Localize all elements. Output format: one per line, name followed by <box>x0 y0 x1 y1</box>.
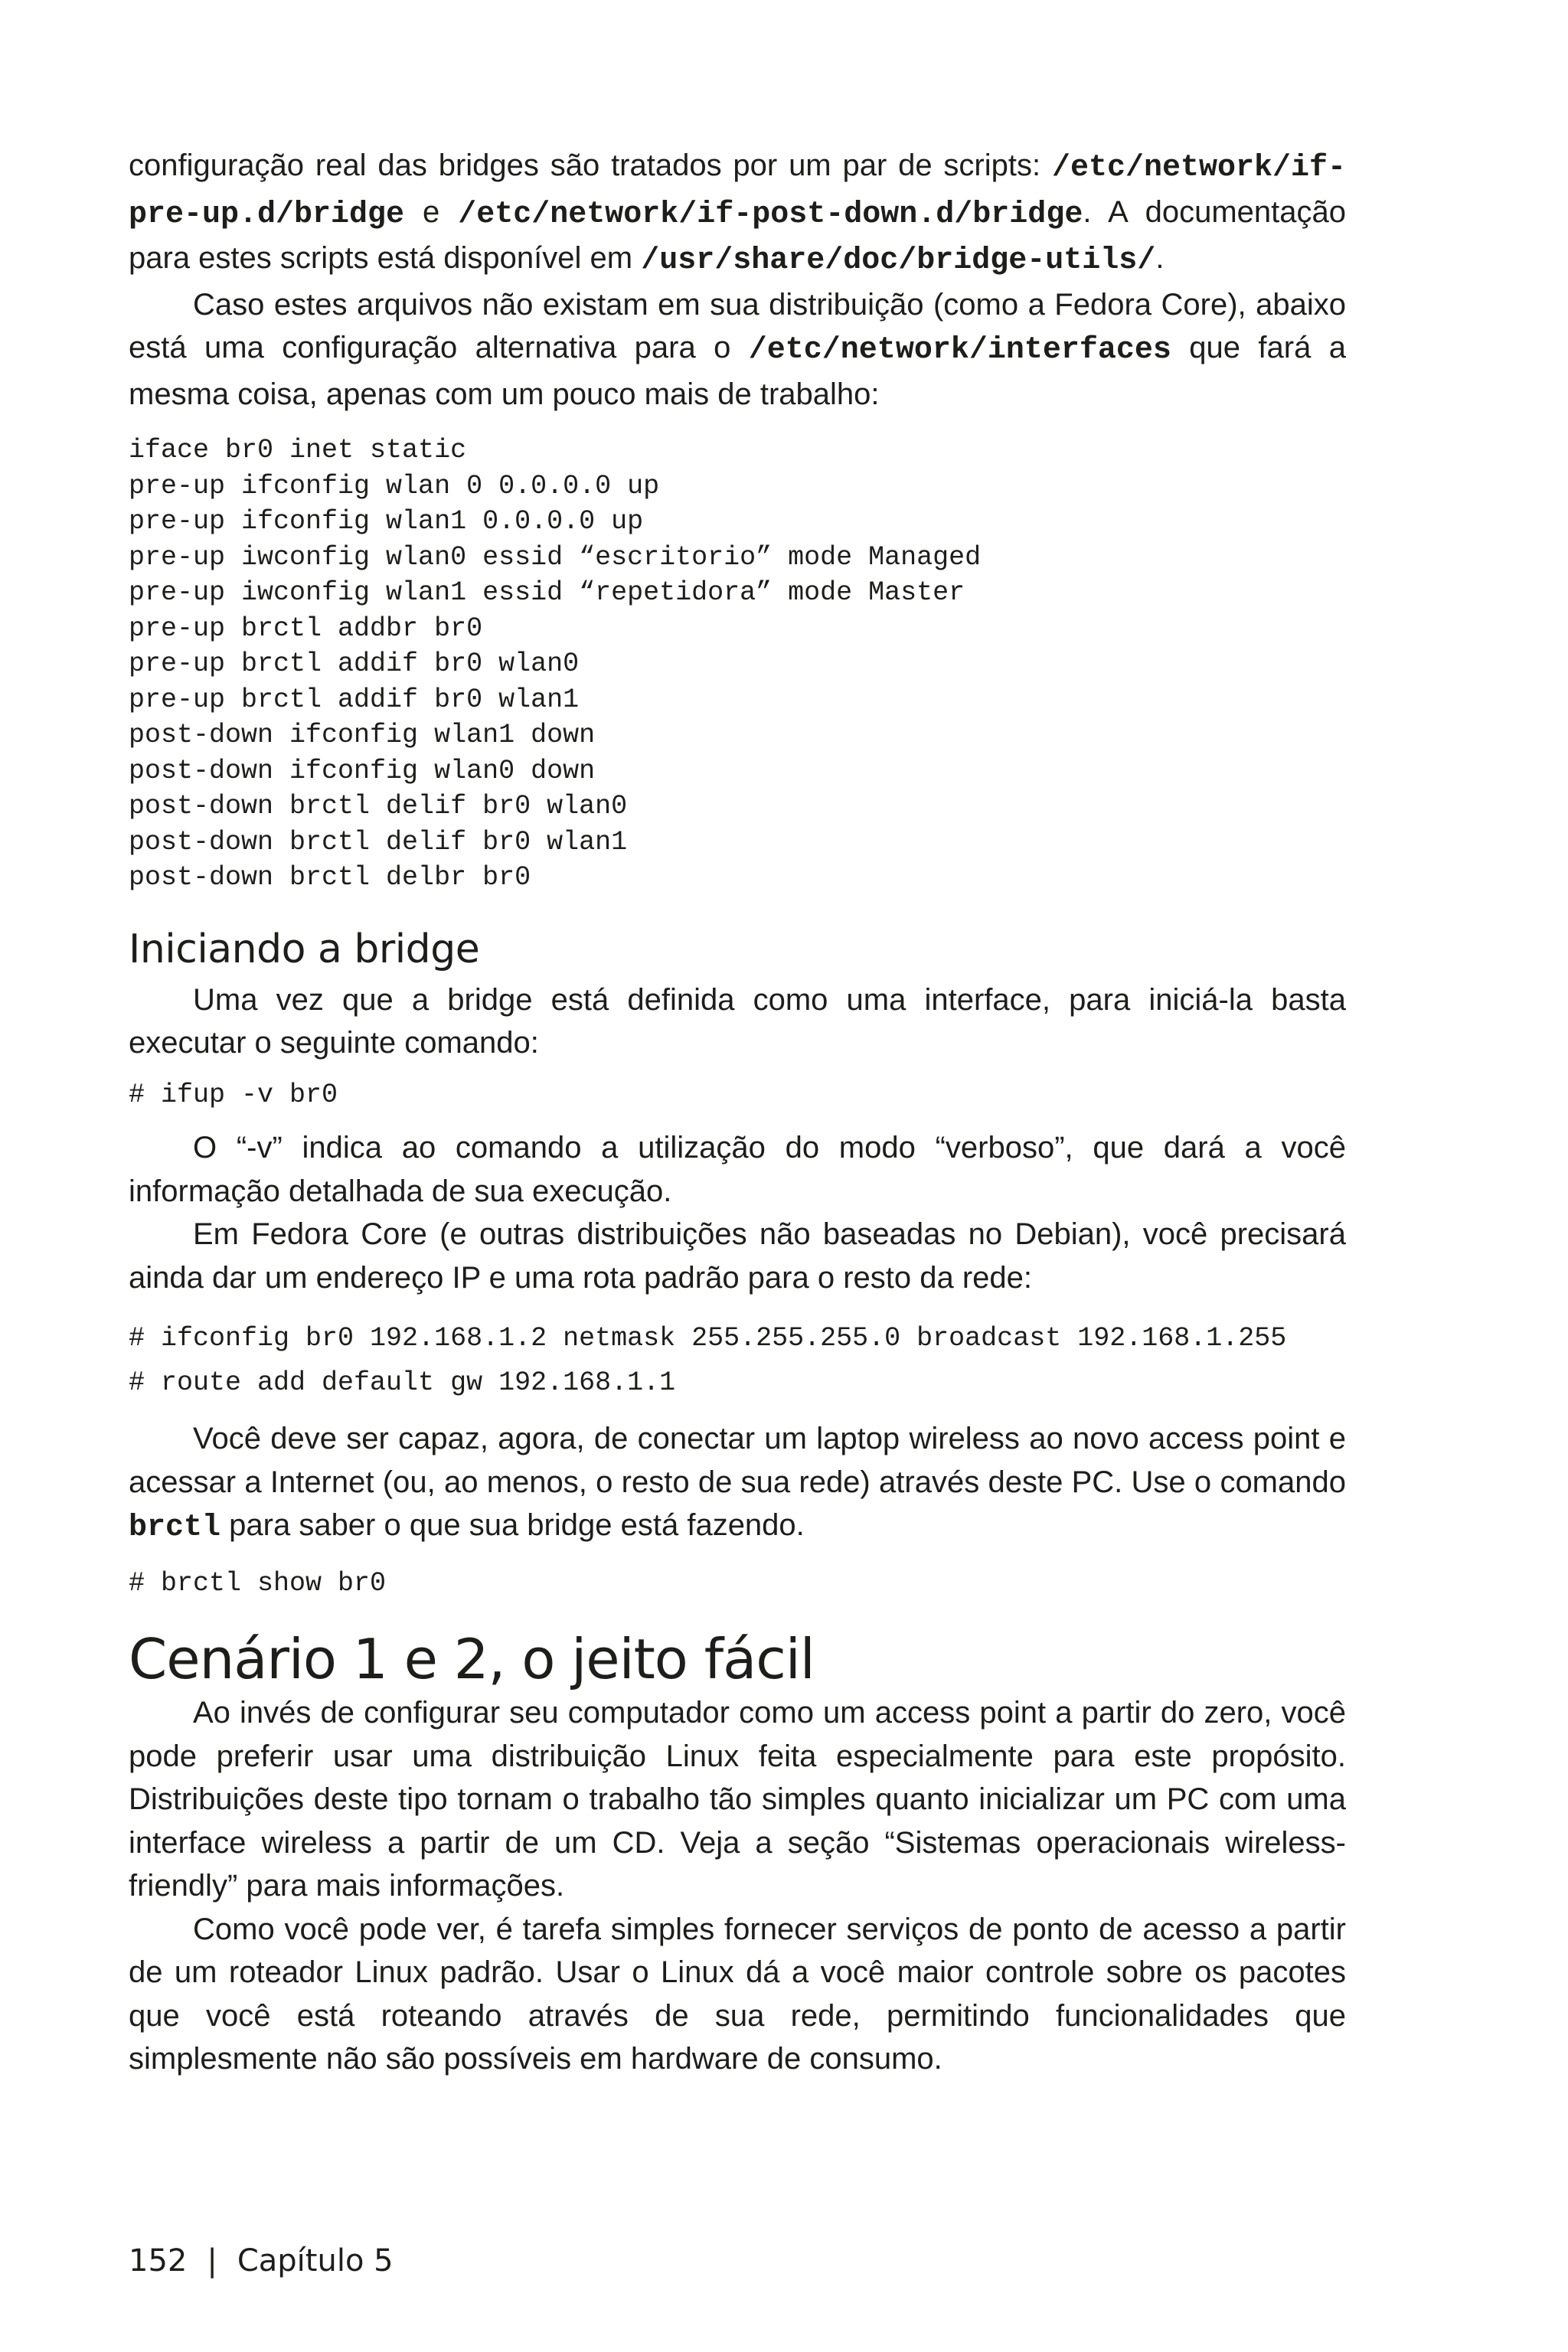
ifup-intro-paragraph: Uma vez que a bridge está definida como uma interface, para iniciá-la basta executar o seguinte comando: <box>129 982 1346 1060</box>
laptop-text-2: para saber o que sua bridge está fazendo. <box>220 1508 805 1542</box>
code-line: # ifup -v br0 <box>129 1079 338 1110</box>
code-line: pre-up ifconfig wlan 0 0.0.0.0 up <box>129 470 660 501</box>
code-line: pre-up brctl addif br0 wlan1 <box>129 684 580 715</box>
inline-code-interfaces-path: /etc/network/interfaces <box>748 333 1171 368</box>
code-line: pre-up brctl addbr br0 <box>129 612 483 644</box>
code-block-interfaces <box>129 433 1346 896</box>
inline-code-doc-path: /usr/share/doc/bridge-utils/ <box>641 243 1156 278</box>
page-footer <box>129 2242 394 2280</box>
intro-paragraph <box>129 144 1346 283</box>
code-line: pre-up ifconfig wlan1 0.0.0.0 up <box>129 506 644 537</box>
fedora-paragraph: Em Fedora Core (e outras distribuições não baseadas no Debian), você precisará ainda dar um endereço IP e uma rota padrão para o resto da rede: <box>129 1217 1346 1295</box>
verbose-paragraph: O “-v” indica ao comando a utilização do modo “verboso”, que dará a você informação detalhada de sua execução. <box>129 1131 1346 1208</box>
code-line: pre-up brctl addif br0 wlan0 <box>129 648 580 679</box>
alt-config-text-1: Caso estes arquivos não existam em sua distribuição (como a Fedora Core), abaixo está uma configuração alternativa para o <box>129 287 1346 364</box>
code-line: post-down ifconfig wlan1 down <box>129 720 596 750</box>
intro-text-1: configuração real das bridges são tratados por um par de scripts: <box>129 149 1052 182</box>
code-line: # route add default gw 192.168.1.1 <box>129 1367 676 1398</box>
code-line: post-down brctl delif br0 wlan0 <box>129 791 628 822</box>
distribution-paragraph: Ao invés de configurar seu computador como um access point a partir do zero, você pode preferir usar uma distribuição Linux feita especialmente para este propósito. Distribuições deste tipo tornam o trabalho tão simples quanto inicializar um PC com uma interface wireless a partir de um CD. Veja a seção “Sistemas operacionais wireless-friendly” para mais informações. <box>129 1696 1346 1903</box>
laptop-paragraph <box>129 1417 1346 1550</box>
alt-config-text-2: que fará a mesma coisa, apenas com um pouco mais de trabalho: <box>129 331 1347 411</box>
code-line: pre-up iwconfig wlan0 essid “escritorio” mode Managed <box>129 541 982 573</box>
page-content <box>129 144 1346 2081</box>
inline-code-post-down-path: /etc/network/if-post-down.d/bridge <box>458 197 1083 232</box>
code-line: iface br0 inet static <box>129 435 467 466</box>
code-block-ifconfig-route <box>129 1316 1346 1405</box>
chapter-label: Capítulo 5 <box>237 2243 394 2278</box>
footer-separator: | <box>207 2243 217 2278</box>
conclusion-paragraph: Como você pode ver, é tarefa simples fornecer serviços de ponto de acesso a partir de um roteador Linux padrão. Usar o Linux dá a você maior controle sobre os pacotes que você está roteando através de sua rede, permitindo funcionalidades que simplesmente não são possíveis em hardware de consumo. <box>129 1912 1346 2076</box>
code-block-ifup <box>129 1077 1346 1113</box>
code-line: # brctl show br0 <box>129 1567 387 1599</box>
section-heading-cenario: Cenário 1 e 2, o jeito fácil <box>129 1627 815 1691</box>
inline-code-pre-up-path: /etc/network/if-pre-up.d/bridge <box>129 151 1346 232</box>
section-heading-iniciando: Iniciando a bridge <box>129 926 480 972</box>
intro-text-2: e <box>404 194 459 229</box>
code-line: # ifconfig br0 192.168.1.2 netmask 255.255.255.0 broadcast 192.168.1.255 <box>129 1323 1287 1354</box>
alt-config-paragraph <box>129 283 1346 416</box>
code-block-brctl-show <box>129 1566 1346 1602</box>
page-number: 152 <box>129 2243 188 2278</box>
inline-code-brctl: brctl <box>129 1511 221 1545</box>
intro-text-4: . <box>1155 241 1165 275</box>
laptop-text-1: Você deve ser capaz, agora, de conectar um laptop wireless ao novo access point e acessar a Internet (ou, ao menos, o resto de sua rede) através deste PC. Use o comando <box>129 1422 1346 1499</box>
code-line: post-down ifconfig wlan0 down <box>129 755 596 786</box>
code-line: post-down brctl delbr br0 <box>129 862 531 893</box>
code-line: pre-up iwconfig wlan1 essid “repetidora” mode Master <box>129 577 965 608</box>
code-line: post-down brctl delif br0 wlan1 <box>129 826 628 858</box>
intro-text-3: . A documentação para estes scripts está disponível em <box>129 194 1346 275</box>
